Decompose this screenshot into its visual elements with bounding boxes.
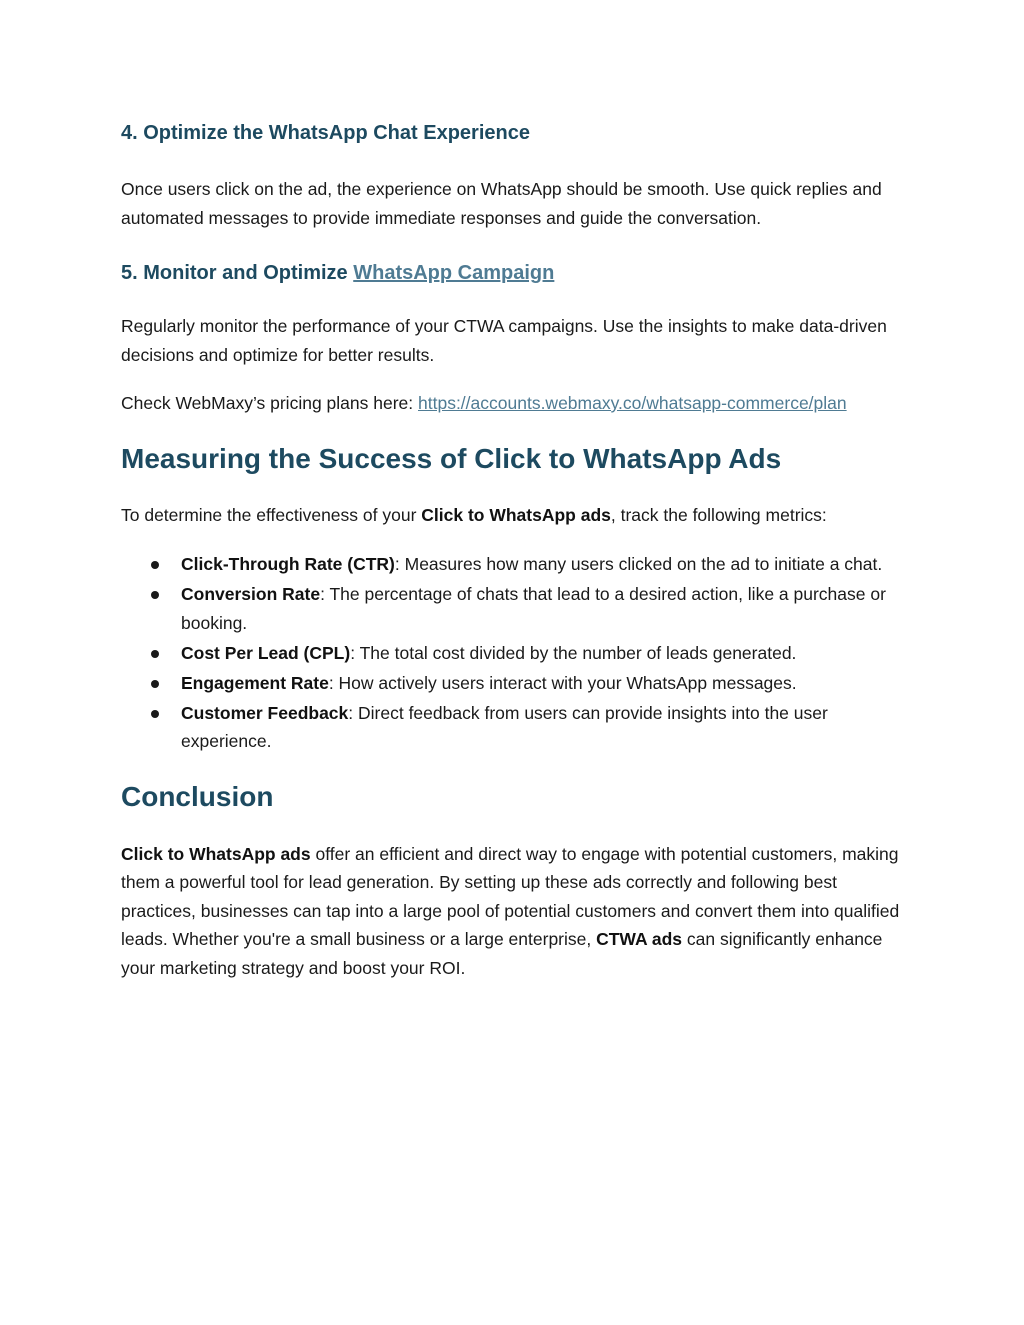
section-5-heading <box>121 258 911 288</box>
conclusion-bold-1: Click to WhatsApp ads <box>121 843 311 864</box>
list-item <box>121 699 911 756</box>
metric-term: Conversion Rate <box>181 584 321 604</box>
intro-suffix: , track the following metrics: <box>610 504 827 525</box>
conclusion-body <box>121 840 911 983</box>
intro-bold: Click to WhatsApp ads <box>421 504 611 525</box>
metric-term: Click-Through Rate (CTR) <box>181 554 395 574</box>
measuring-intro <box>121 501 911 530</box>
list-item <box>121 550 911 579</box>
pricing-plan-link[interactable]: https://accounts.webmaxy.co/whatsapp-commerce/plan <box>418 393 847 413</box>
section-4-body: Once users click on the ad, the experience on WhatsApp should be smooth. Use quick replies and automated messages to provide immediate responses and guide the conversation. <box>121 179 882 228</box>
bullet-icon <box>151 710 159 718</box>
section-5-heading-text: 5. Monitor and Optimize <box>121 262 354 284</box>
intro-prefix: To determine the effectiveness of your <box>121 504 422 525</box>
bullet-icon <box>151 650 159 658</box>
section-4-heading: 4. Optimize the WhatsApp Chat Experience <box>121 122 530 144</box>
section-5-body: Regularly monitor the performance of your CTWA campaigns. Use the insights to make data-driven decisions and optimize for better results. <box>121 316 887 365</box>
metric-desc: : Direct feedback from users can provide insights into the user experience. <box>181 702 828 751</box>
bullet-icon <box>151 561 159 569</box>
metric-term: Customer Feedback <box>181 702 349 723</box>
metric-desc: : The percentage of chats that lead to a desired action, like a purchase or booking. <box>181 584 886 633</box>
list-item <box>121 580 911 637</box>
bullet-icon <box>151 591 159 599</box>
metric-desc: : Measures how many users clicked on the ad to initiate a chat. <box>394 554 883 574</box>
metric-term: Cost Per Lead (CPL) <box>181 642 351 663</box>
pricing-prefix: Check WebMaxy’s pricing plans here: <box>121 393 418 413</box>
metrics-list <box>121 550 911 756</box>
metric-desc: : The total cost divided by the number of leads generated. <box>350 642 797 663</box>
document-page <box>121 118 911 982</box>
metric-desc: : How actively users interact with your WhatsApp messages. <box>328 672 797 693</box>
conclusion-bold-2: CTWA ads <box>596 929 682 949</box>
metric-term: Engagement Rate <box>181 672 329 693</box>
whatsapp-campaign-link[interactable]: WhatsApp Campaign <box>353 262 555 284</box>
list-item <box>121 639 911 668</box>
measuring-heading: Measuring the Success of Click to WhatsApp Ads <box>121 442 782 474</box>
pricing-paragraph <box>121 389 911 418</box>
bullet-icon <box>151 680 159 688</box>
list-item <box>121 669 911 698</box>
conclusion-text-1: offer an efficient and direct way to engage with potential customers, making them a powerful tool for lead generation. By setting up these ads correctly and following best practices, businesses can tap into a large pool of potential customers and convert them into qualified leads. Whether you're a small business or a large enterprise, <box>121 843 900 949</box>
conclusion-text-2: can significantly enhance your marketing strategy and boost your ROI. <box>121 929 883 978</box>
conclusion-heading: Conclusion <box>121 780 274 812</box>
